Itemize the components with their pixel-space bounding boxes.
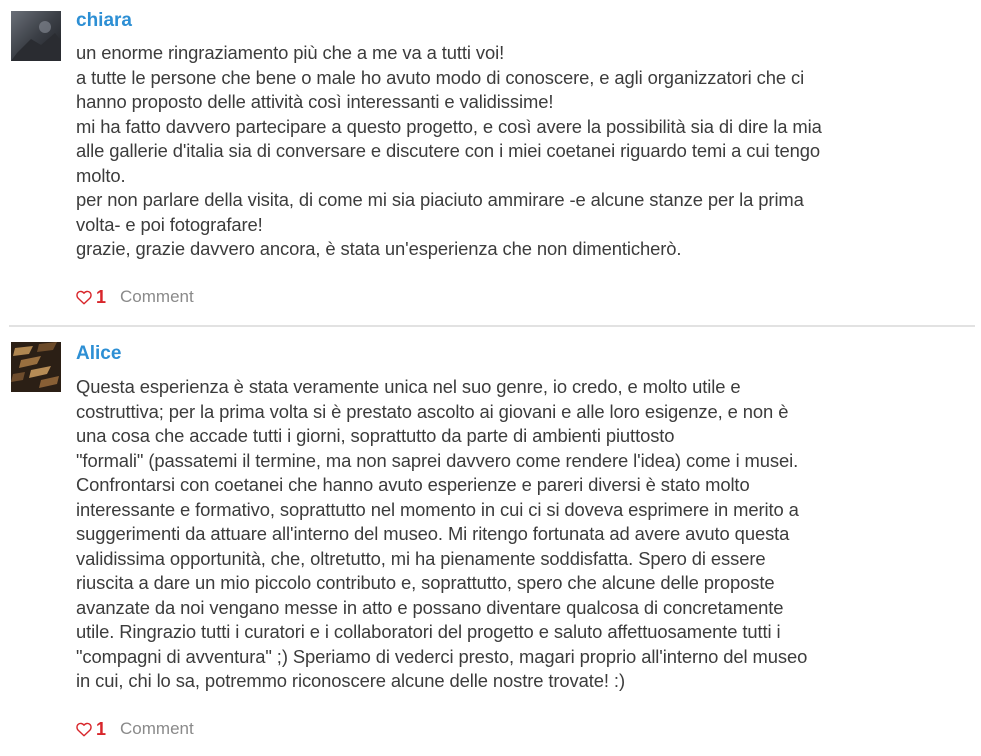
comment-text-line: molto. (76, 164, 126, 186)
comment-link[interactable]: Comment (120, 287, 194, 306)
like-button[interactable] (76, 287, 106, 308)
comment-body (76, 375, 966, 694)
comment-author[interactable]: Alice (76, 343, 122, 364)
comment-text-line: utile. Ringrazio tutti i curatori e i collaboratori del progetto e saluto affettuosamente tutti i (76, 621, 781, 642)
comment-text-line: suggerimenti da attuare all'interno del museo. Mi ritengo fortunata ad avere avuto questa (76, 523, 790, 544)
comment-author[interactable]: chiara (76, 10, 132, 31)
comment-text-line: costruttiva; per la prima volta si è prestato ascolto ai giovani e alle loro esigenze, e non è (76, 400, 789, 422)
comment-text-line: riuscita a dare un mio piccolo contributo e, soprattutto, spero che alcune delle proposte (76, 572, 775, 593)
comment-actions (76, 718, 194, 740)
comment-text-line: validissima opportunità, che, oltretutto, mi ha pienamente soddisfatta. Spero di essere (76, 547, 766, 569)
like-count: 1 (96, 718, 107, 739)
heart-outline-icon (76, 290, 92, 305)
comment-text-line: alle gallerie d'italia sia di conversare e discutere con i miei coetanei riguardo temi a cui tengo (76, 140, 821, 161)
comment-text-line: hanno proposto delle attività così interessanti e validissime! (76, 91, 554, 112)
comment-text-line: una cosa che accade tutti i giorni, soprattutto da parte di ambienti piuttosto (76, 425, 675, 446)
comment-text-line: grazie, grazie davvero ancora, è stata un'esperienza che non dimenticherò. (76, 238, 682, 259)
comment-text-line: "compagni di avventura" ;) Speriamo di vederci presto, magari proprio all'interno del museo (76, 645, 808, 667)
like-button[interactable] (76, 719, 106, 740)
comment-text-line: "formali" (passatemi il termine, ma non saprei davvero come rendere l'idea) come i musei. (76, 449, 799, 471)
comment-body (76, 41, 966, 262)
comment-text-line: interessante e formativo, soprattutto nel momento in cui ci si doveva esprimere in merito a (76, 498, 799, 520)
comment-text-line: volta- e poi fotografare! (76, 213, 263, 235)
comment-text-line: Confrontarsi con coetanei che hanno avuto esperienze e pareri diversi è stato molto (76, 474, 750, 495)
comment-text-line: avanzate da noi vengano messe in atto e possano diventare qualcosa di concretamente (76, 596, 784, 618)
comment-text-line: per non parlare della visita, di come mi sia piaciuto ammirare -e alcune stanze per la prima (76, 189, 804, 210)
comment-text-line: mi ha fatto davvero partecipare a questo progetto, e così avere la possibilità sia di dire la mia (76, 115, 822, 137)
comment-text-line: in cui, chi lo sa, potremmo riconoscere alcune delle nostre trovate! :) (76, 670, 625, 691)
comment-text-line: Questa esperienza è stata veramente unica nel suo genre, io credo, e molto utile e (76, 376, 741, 397)
avatar[interactable] (11, 342, 61, 392)
comment-item (0, 330, 981, 756)
comment-text-line: a tutte le persone che bene o male ho avuto modo di conoscere, e agli organizzatori che ci (76, 66, 805, 88)
comment-actions (76, 286, 194, 308)
divider (9, 325, 975, 327)
comment-item (0, 0, 981, 320)
heart-outline-icon (76, 722, 92, 737)
comment-text-line: un enorme ringraziamento più che a me va a tutti voi! (76, 42, 505, 63)
avatar[interactable] (11, 11, 61, 61)
comment-link[interactable]: Comment (120, 719, 194, 738)
like-count: 1 (96, 286, 107, 307)
